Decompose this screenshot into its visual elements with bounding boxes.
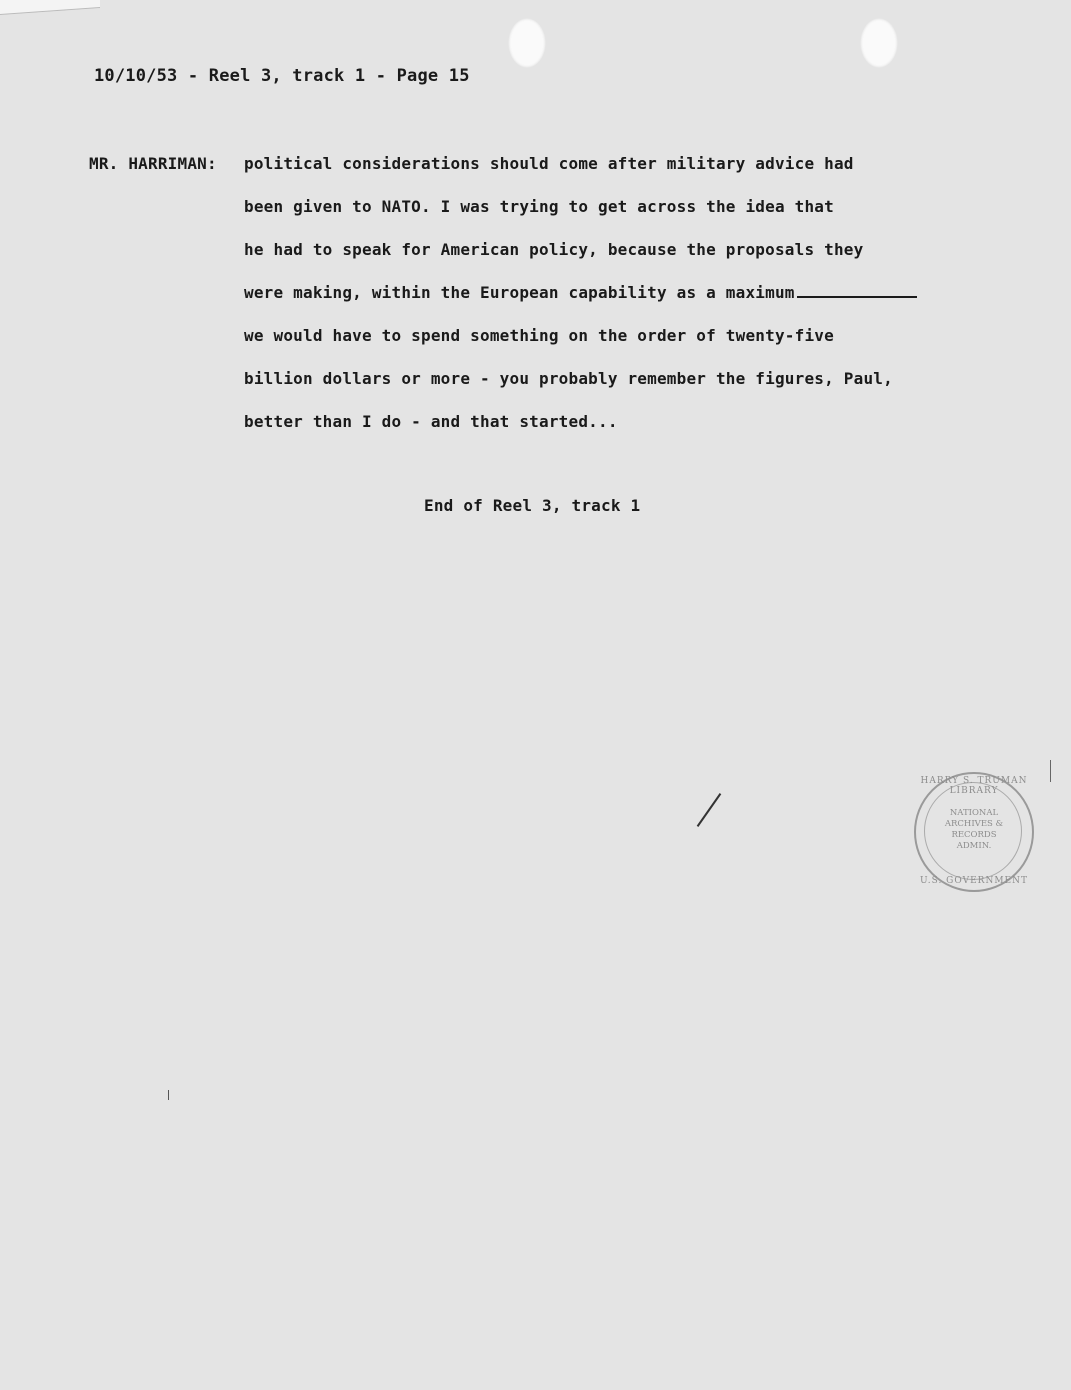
body-line: better than I do - and that started...: [244, 412, 618, 431]
archive-stamp: [914, 772, 1034, 892]
body-line: we would have to spend something on the order of twenty-five: [244, 326, 834, 345]
stray-mark: [1050, 760, 1051, 782]
page-header: 10/10/53 - Reel 3, track 1 - Page 15: [94, 66, 470, 86]
body-line: he had to speak for American policy, because the proposals they: [244, 240, 864, 259]
body-line: political considerations should come after military advice had: [244, 154, 854, 173]
body-line-with-blank: [244, 283, 917, 302]
body-line: billion dollars or more - you probably remember the figures, Paul,: [244, 369, 893, 388]
speaker-label: MR. HARRIMAN:: [89, 154, 217, 173]
stamp-line: NATIONAL: [949, 808, 999, 818]
underline-blank: [797, 284, 917, 298]
body-line: been given to NATO. I was trying to get across the idea that: [244, 197, 834, 216]
stamp-line: RECORDS: [951, 830, 997, 840]
stamp-arc-top: HARRY S. TRUMAN LIBRARY: [920, 776, 1028, 796]
end-of-reel-note: End of Reel 3, track 1: [424, 496, 641, 515]
punch-hole-left: [508, 18, 546, 68]
stray-mark: [168, 1090, 169, 1100]
punch-hole-right: [860, 18, 898, 68]
stamp-arc-bottom: U.S. GOVERNMENT: [920, 876, 1028, 886]
body-line-text: were making, within the European capability as a maximum: [244, 283, 795, 302]
stamp-center: [916, 808, 1032, 852]
stamp-line: ADMIN.: [956, 841, 992, 851]
stamp-line: ARCHIVES &: [944, 819, 1004, 829]
corner-tab: [0, 0, 100, 15]
stray-pen-mark: [697, 793, 722, 827]
